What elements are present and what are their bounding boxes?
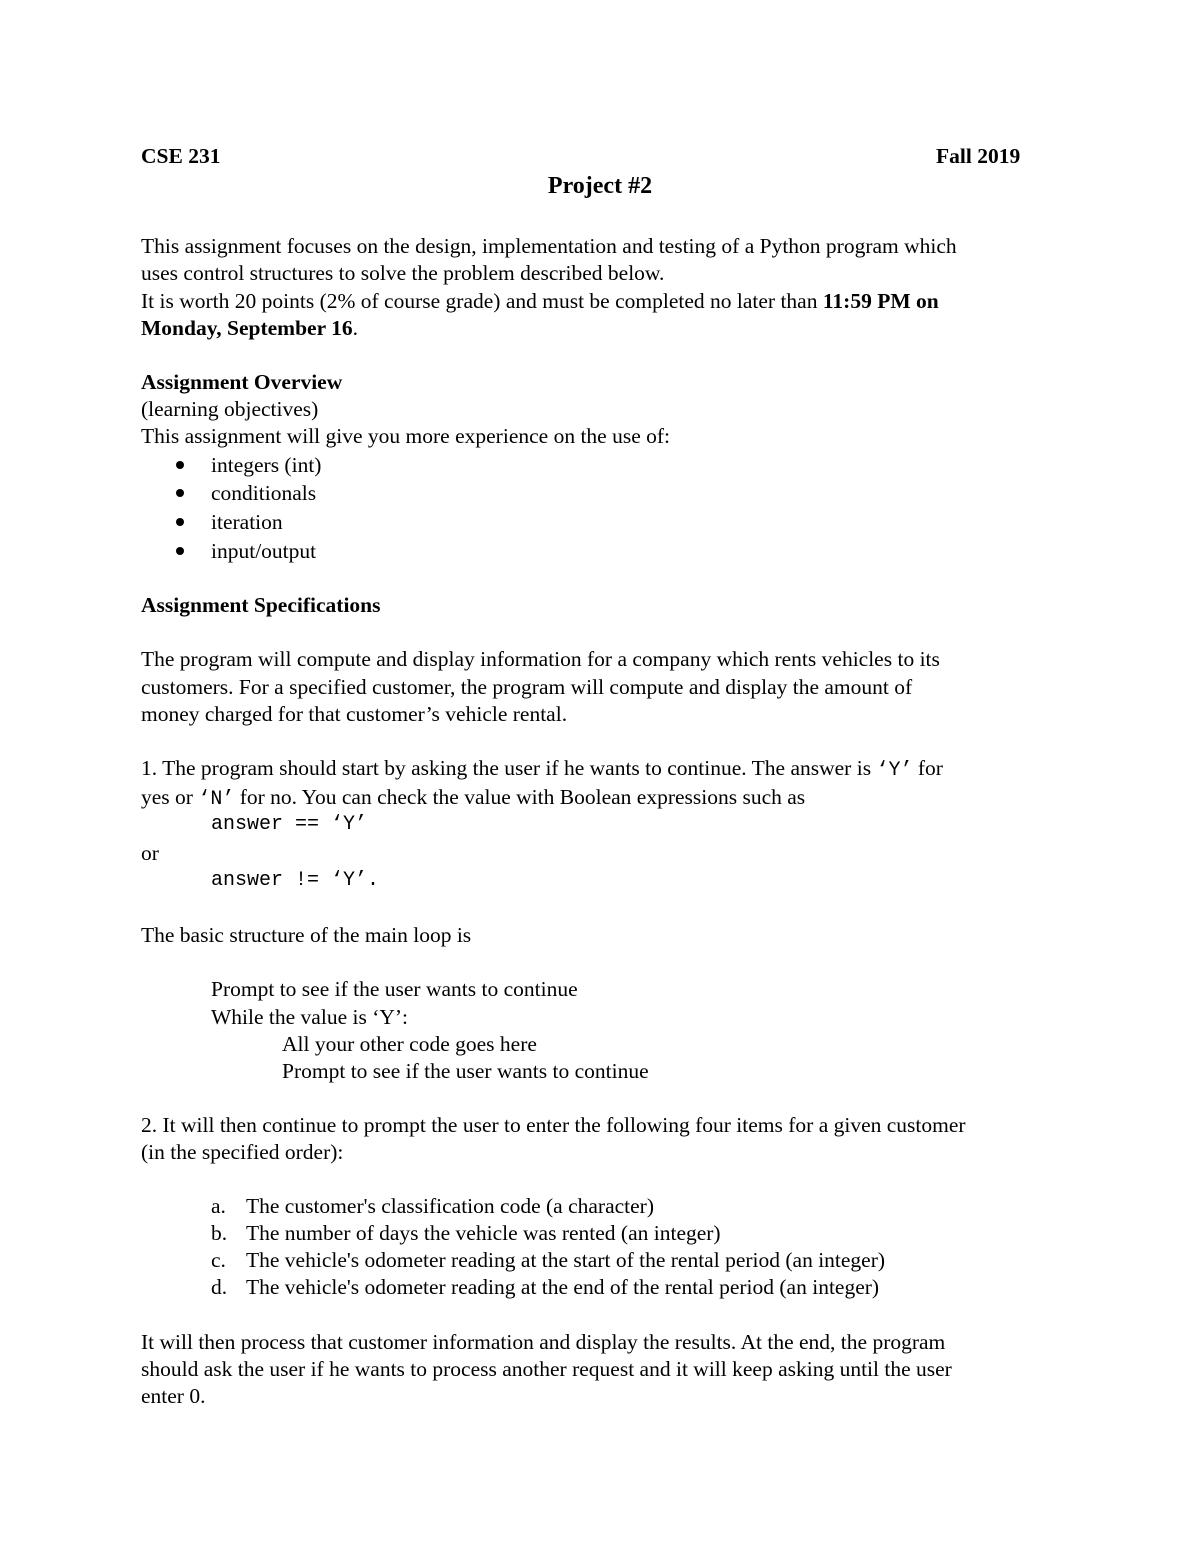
pseudocode-line: Prompt to see if the user wants to continue — [282, 1059, 649, 1083]
step-text: for no. You can check the value with Boolean expressions such as — [234, 785, 806, 809]
list-item: The customer's classification code (a character) — [246, 1194, 654, 1218]
pseudocode-line: All your other code goes here — [282, 1032, 537, 1056]
step-one-line — [141, 754, 943, 785]
paragraph-line: customers. For a specified customer, the program will compute and display the amount of — [141, 675, 913, 699]
closing-line: It will then process that customer information and display the results. At the end, the program — [141, 1330, 946, 1354]
term: Fall 2019 — [936, 144, 1021, 168]
intro-line — [141, 314, 358, 342]
list-marker: a. — [211, 1194, 226, 1218]
bullet-icon — [176, 518, 184, 526]
deadline-time: 11:59 PM on — [822, 289, 939, 313]
step-text: yes or — [141, 785, 199, 809]
or-label: or — [141, 841, 159, 865]
closing-line: should ask the user if he wants to process another request and it will keep asking until the user — [141, 1357, 952, 1381]
list-marker: b. — [211, 1221, 228, 1245]
intro-text: . — [352, 316, 358, 340]
step-one-line — [141, 783, 805, 814]
code-inline: ‘N’ — [198, 788, 235, 811]
section-subheading: (learning objectives) — [141, 397, 319, 421]
section-heading: Assignment Overview — [141, 370, 343, 394]
bullet-icon — [176, 461, 184, 469]
list-marker: d. — [211, 1275, 228, 1299]
list-item: The vehicle's odometer reading at the start of the rental period (an integer) — [246, 1248, 886, 1272]
bullet-icon — [176, 547, 184, 555]
step-two-line: 2. It will then continue to prompt the user to enter the following four items for a given customer — [141, 1113, 966, 1137]
intro-line: uses control structures to solve the problem described below. — [141, 261, 665, 285]
code-line: answer != ‘Y’. — [211, 869, 380, 892]
paragraph-line: The program will compute and display information for a company which rents vehicles to its — [141, 647, 940, 671]
intro-line: This assignment focuses on the design, implementation and testing of a Python program which — [141, 234, 957, 258]
step-text: 1. The program should start by asking the user if he wants to continue. The answer is — [141, 756, 877, 780]
list-item: The vehicle's odometer reading at the end of the rental period (an integer) — [246, 1275, 880, 1299]
paragraph-line: money charged for that customer’s vehicle rental. — [141, 702, 568, 726]
list-item: The number of days the vehicle was rented (an integer) — [246, 1221, 721, 1245]
bullet-icon — [176, 489, 184, 497]
list-item: integers (int) — [211, 453, 322, 477]
step-two-line: (in the specified order): — [141, 1140, 344, 1164]
code-line: answer == ‘Y’ — [211, 813, 368, 836]
course-code: CSE 231 — [141, 144, 221, 168]
code-inline: ‘Y’ — [876, 759, 913, 782]
section-heading: Assignment Specifications — [141, 593, 381, 617]
pseudocode-line: While the value is ‘Y’: — [211, 1005, 409, 1029]
deadline-date: Monday, September 16 — [141, 316, 353, 340]
closing-line: enter 0. — [141, 1384, 206, 1408]
list-item: input/output — [211, 539, 317, 563]
overview-lead: This assignment will give you more experience on the use of: — [141, 424, 671, 448]
page-title: Project #2 — [547, 173, 653, 199]
pseudocode-line: Prompt to see if the user wants to continue — [211, 977, 578, 1001]
intro-line — [141, 287, 939, 315]
list-item: conditionals — [211, 481, 317, 505]
list-item: iteration — [211, 510, 283, 534]
list-marker: c. — [211, 1248, 226, 1272]
loop-intro: The basic structure of the main loop is — [141, 923, 472, 947]
intro-text: It is worth 20 points (2% of course grade) and must be completed no later than — [141, 289, 823, 313]
step-text: for — [912, 756, 943, 780]
